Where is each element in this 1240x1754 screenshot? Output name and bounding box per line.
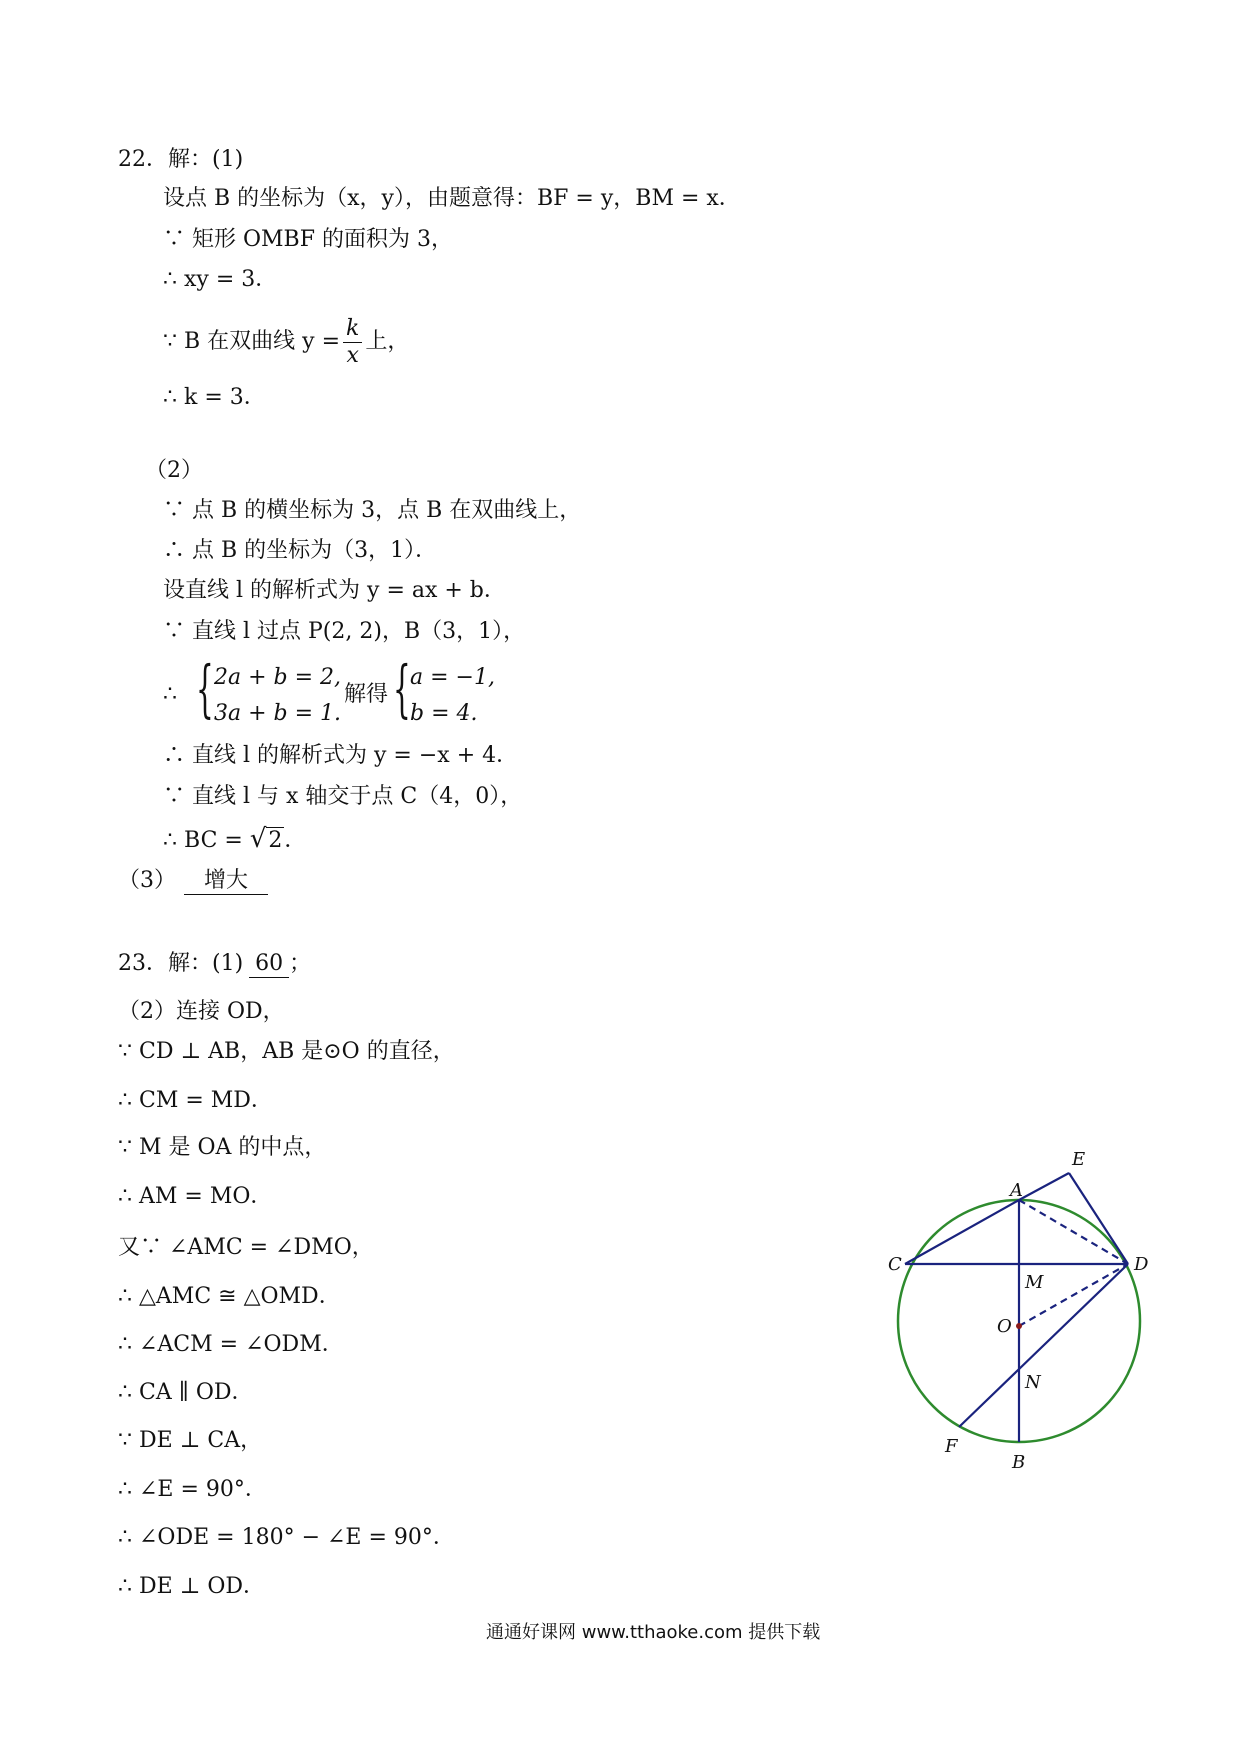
therefore-symbol: ∴ bbox=[163, 682, 177, 707]
segment-DF bbox=[959, 1264, 1128, 1427]
q22-line-2: ∵ 矩形 OMBF 的面积为 3， bbox=[163, 227, 453, 252]
q23-header bbox=[118, 949, 311, 979]
center-point-O bbox=[1016, 1323, 1022, 1329]
q22-line-8: 设直线 l 的解析式为 y = ax + b． bbox=[163, 578, 506, 603]
system-1-row-1: 2a + b = 2, bbox=[214, 665, 342, 690]
q23-line-5: ∴ AM = MO． bbox=[118, 1184, 273, 1209]
label-O: O bbox=[997, 1316, 1012, 1337]
segment-AD-dashed bbox=[1019, 1200, 1128, 1264]
q22-line-11: ∵ 直线 l 与 x 轴交于点 C（4，0）， bbox=[163, 784, 523, 809]
q23-line-9: ∴ CA ∥ OD． bbox=[118, 1380, 254, 1405]
sqrt-symbol: √ bbox=[249, 824, 267, 854]
q23-line-10: ∵ DE ⊥ CA， bbox=[118, 1428, 263, 1453]
system-1-row-2: 3a + b = 1. bbox=[214, 701, 342, 726]
q22-part-3 bbox=[118, 866, 268, 896]
label-B: B bbox=[1012, 1452, 1026, 1473]
q23-header-post: ； bbox=[289, 951, 312, 976]
q22-header: 22．解：(1) bbox=[118, 147, 244, 172]
q22-line-4-post: 上， bbox=[365, 329, 410, 354]
fraction-numerator: k bbox=[343, 316, 362, 343]
system-2-row-2: b = 4. bbox=[410, 701, 478, 726]
label-M: M bbox=[1025, 1272, 1044, 1293]
q23-line-4: ∵ M 是 OA 的中点， bbox=[118, 1135, 327, 1160]
q23-line-6: 又∵ ∠AMC = ∠DMO， bbox=[118, 1235, 374, 1260]
segment-ED bbox=[1069, 1173, 1128, 1264]
q22-part-2: （2） bbox=[145, 458, 203, 483]
q22-line-7: ∴ 点 B 的坐标为（3，1）． bbox=[163, 538, 438, 563]
fraction-denominator: x bbox=[346, 342, 359, 368]
segment-CA bbox=[905, 1200, 1019, 1264]
footer-source: 通通好课网 www.tthaoke.com 提供下载 bbox=[486, 1622, 821, 1643]
q23-header-pre: 23．解：(1) bbox=[118, 951, 244, 976]
q22-line-9: ∵ 直线 l 过点 P(2, 2)，B（3，1）， bbox=[163, 619, 526, 644]
q22-line-10: ∴ 直线 l 的解析式为 y = −x + 4． bbox=[163, 743, 519, 768]
system-2-row-1: a = −1, bbox=[410, 665, 495, 690]
q22-line-6: ∵ 点 B 的横坐标为 3，点 B 在双曲线上， bbox=[163, 498, 582, 523]
q22-line-4-pre: ∵ B 在双曲线 y = bbox=[163, 329, 340, 354]
q23-line-8: ∴ ∠ACM = ∠ODM． bbox=[118, 1332, 344, 1357]
label-F: F bbox=[945, 1436, 958, 1457]
label-D: D bbox=[1134, 1254, 1149, 1275]
equation-system-2 bbox=[410, 660, 495, 732]
q23-line-3: ∴ CM = MD． bbox=[118, 1088, 273, 1113]
q23-line-1: （2）连接 OD， bbox=[118, 999, 285, 1024]
sqrt-radicand: 2 bbox=[268, 828, 283, 853]
q23-answer-1: 60 bbox=[249, 951, 289, 978]
q23-line-7: ∴ △AMC ≅ △OMD． bbox=[118, 1284, 341, 1309]
q23-line-2: ∵ CD ⊥ AB，AB 是⊙O 的直径， bbox=[118, 1039, 455, 1064]
label-C: C bbox=[888, 1254, 902, 1275]
q22-line-12-post: ． bbox=[284, 828, 307, 853]
left-brace-2: { bbox=[393, 652, 411, 725]
left-brace-1: { bbox=[196, 652, 214, 725]
solve-label: 解得 bbox=[344, 682, 389, 707]
label-E: E bbox=[1072, 1149, 1086, 1170]
q22-line-1: 设点 B 的坐标为（x，y），由题意得：BF = y，BM = x． bbox=[163, 186, 741, 211]
label-N: N bbox=[1025, 1372, 1041, 1393]
fraction-k-over-x bbox=[343, 316, 362, 369]
q22-line-12-pre: ∴ BC = bbox=[163, 828, 250, 853]
q22-line-4 bbox=[163, 312, 409, 372]
label-A: A bbox=[1010, 1180, 1023, 1201]
q23-line-11: ∴ ∠E = 90°． bbox=[118, 1477, 267, 1502]
q22-line-5: ∴ k = 3． bbox=[163, 385, 266, 410]
q22-part-3-label: （3） bbox=[118, 868, 176, 893]
q22-line-12 bbox=[163, 824, 306, 856]
q22-part-3-answer: 增大 bbox=[184, 868, 268, 895]
segment-AE bbox=[1019, 1173, 1069, 1200]
q22-line-3: ∴ xy = 3． bbox=[163, 267, 278, 292]
q23-line-13: ∴ DE ⊥ OD． bbox=[118, 1574, 266, 1599]
equation-system-1 bbox=[214, 660, 341, 732]
geometry-figure bbox=[860, 1140, 1180, 1480]
q23-line-12: ∴ ∠ODE = 180° − ∠E = 90°． bbox=[118, 1525, 455, 1550]
